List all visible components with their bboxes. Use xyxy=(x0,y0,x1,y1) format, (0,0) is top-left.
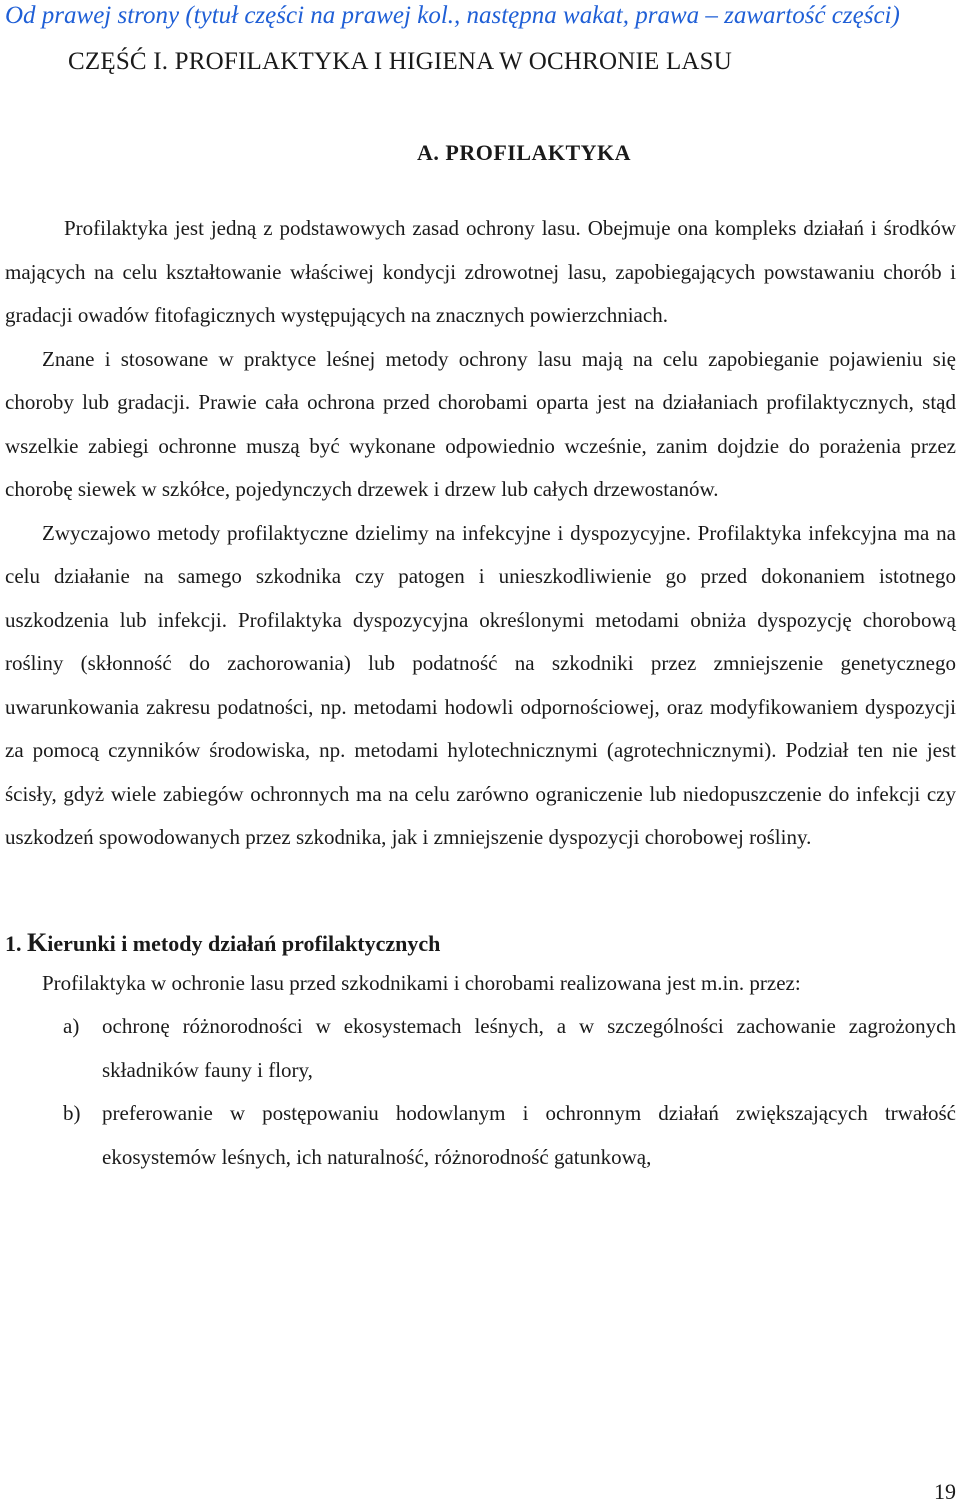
paragraph-1: Profilaktyka jest jedną z podstawowych zasad ochrony lasu. Obejmuje ona kompleks działań i środków mających na celu kształtowanie właściwej kondycji zdrowotnej lasu, zapobiegających powstawaniu chorób i gradacji owadów fitofagicznych występujących na znacznych powierzchniach. xyxy=(5,216,956,327)
list-marker: b) xyxy=(63,1101,81,1125)
measures-list xyxy=(5,1005,956,1179)
heading-text: ierunki i metody działań profilaktycznych xyxy=(47,930,441,956)
list-item xyxy=(5,1005,956,1092)
paragraph-2: Znane i stosowane w praktyce leśnej metody ochrony lasu mają na celu zapobieganie pojawieniu się choroby lub gradacji. Prawie cała ochrona przed chorobami oparta jest na działaniach profilaktycznych, stąd wszelkie zabiegi ochronne muszą być wykonane odpowiednio wcześnie, zanim dojdzie do porażenia przez chorobę siewek w szkółce, pojedynczych drzewek i drzew lub całych drzewostanów. xyxy=(5,346,956,501)
editorial-note: Od prawej strony (tytuł części na prawej kol., następna wakat, prawa – zawartość części) xyxy=(5,2,900,29)
heading-number: 1. xyxy=(5,930,22,956)
document-page xyxy=(5,0,956,1179)
part-title: CZĘŚĆ I. PROFILAKTYKA I HIGIENA W OCHRONIE LASU xyxy=(68,48,733,75)
list-item xyxy=(5,1092,956,1179)
list-item-text: preferowanie w postępowaniu hodowlanym i ochronnym działań zwiększających trwałość ekosystemów leśnych, ich naturalność, różnorodność gatunkową, xyxy=(102,1101,956,1169)
page-number: 19 xyxy=(934,1479,956,1504)
list-item-text: ochronę różnorodności w ekosystemach leśnych, a w szczególności zachowanie zagrożonych składników fauny i flory, xyxy=(102,1014,956,1082)
heading-first-letter: K xyxy=(27,927,48,957)
section-title: A. PROFILAKTYKA xyxy=(417,140,632,165)
list-marker: a) xyxy=(63,1014,80,1038)
subsection-heading xyxy=(5,927,956,960)
intro-paragraph: Profilaktyka w ochronie lasu przed szkodnikami i chorobami realizowana jest m.in. przez: xyxy=(42,970,801,995)
paragraph-3: Zwyczajowo metody profilaktyczne dzielimy na infekcyjne i dyspozycyjne. Profilaktyka infekcyjna ma na celu działanie na samego szkodnika czy patogen i unieszkodliwienie go przed dokonaniem istotnego uszkodzenia lub infekcji. Profilaktyka dyspozycyjna określonymi metodami obniża dyspozycję chorobową rośliny (skłonność do zachorowania) lub podatność na szkodniki przez zmniejszenie genetycznego uwarunkowania zakresu podatności, np. metodami hodowli odpornościowej, oraz modyfikowaniem dyspozycji za pomocą czynników środowiska, np. metodami hylotechnicznymi (agrotechnicznymi). Podział ten nie jest ścisły, gdyż wiele zabiegów ochronnych ma na celu zarówno ograniczenie lub niedopuszczenie do infekcji czy uszkodzeń spowodowanych przez szkodnika, jak i zmniejszenie dyspozycji chorobowej rośliny. xyxy=(5,520,956,849)
